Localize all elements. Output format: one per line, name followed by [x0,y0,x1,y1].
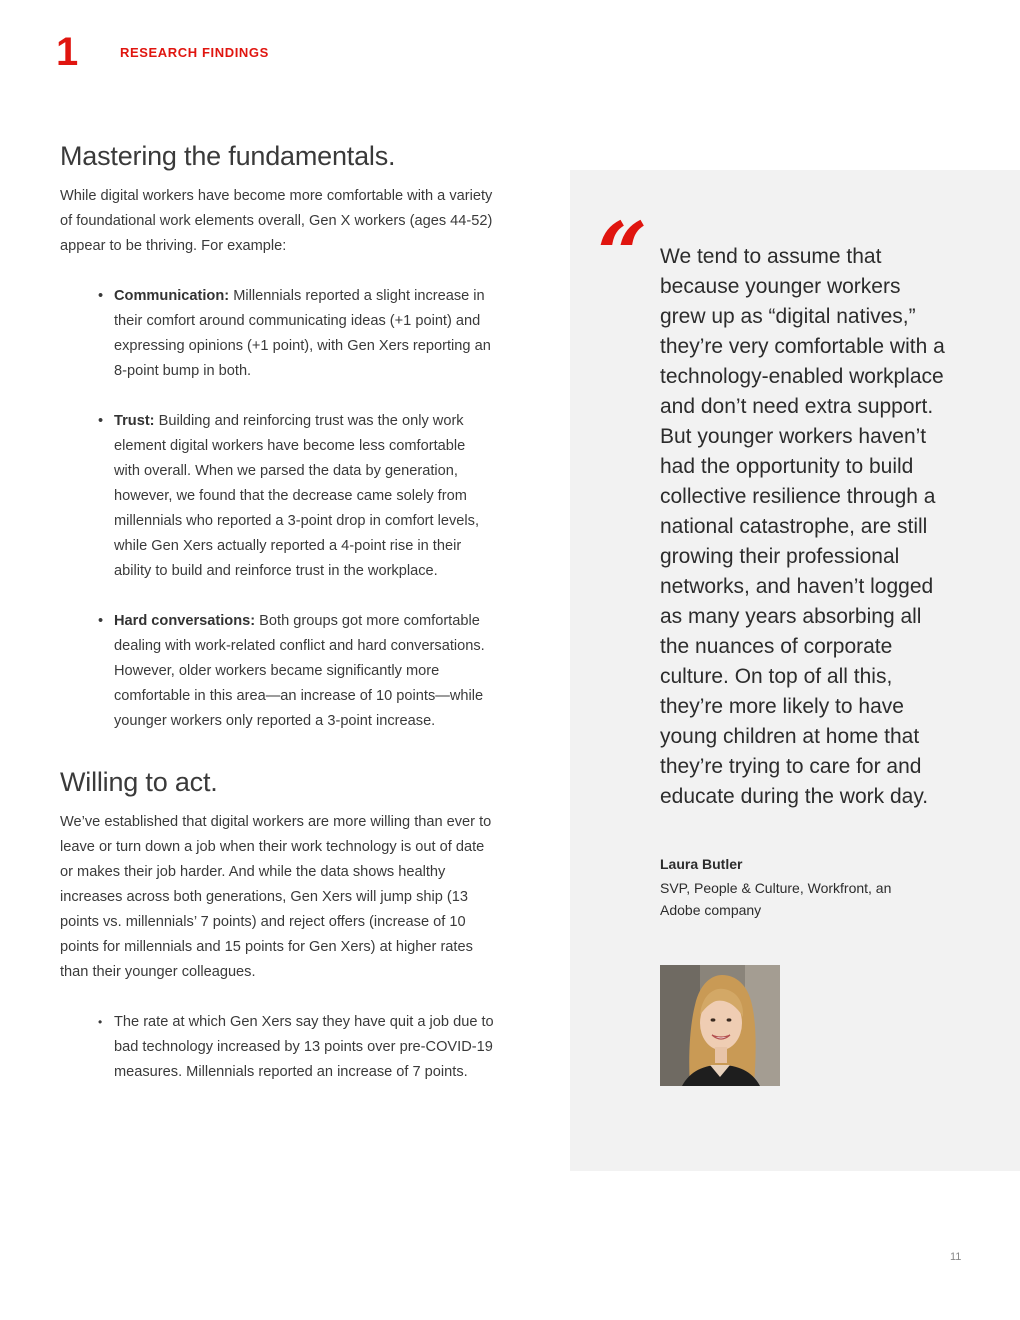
section-heading-willing: Willing to act. [60,767,218,797]
fundamentals-list [60,284,495,734]
list-item [60,284,495,384]
list-item [60,1010,495,1085]
bullet-dot-icon: • [98,613,104,629]
page-number: 11 [950,1251,962,1263]
bullet-text: Building and reinforcing trust was the only work element digital workers have become less comfortable with overall. When we parsed the data by generation, however, we found that the decrease came solely from millennials who reported a 3-point drop in comfort levels, while Gen Xers actually reported a 4-point rise in their ability to build and reinforce trust in the workplace. [114,413,480,579]
quote-panel [570,170,1020,1171]
bullet-dot-icon: • [98,1015,103,1029]
quote-author-name: Laura Butler [660,856,743,872]
bullet-text: The rate at which Gen Xers say they have quit a job due to bad technology increased by 13 points over pre-COVID-19 measures. Millennials reported an increase of 7 points. [114,1014,494,1080]
main-column [60,138,495,1085]
quote-mark-icon: “ [597,202,648,306]
bullet-dot-icon: • [98,413,104,429]
willing-intro: We’ve established that digital workers are more willing than ever to leave or turn down a job when their work technology is out of date or makes their job harder. And while the data shows healthy increases across both generations, Gen Xers will jump ship (13 points vs. millennials’ 7 points) and reject offers (increase of 10 points for millennials and 15 points for Gen Xers) at higher rates than their younger colleagues. [60,814,492,980]
bullet-term: Communication: [114,288,230,304]
fundamentals-intro: While digital workers have become more comfortable with a variety of foundational work elements overall, Gen X workers (ages 44-52) appear to be thriving. For example: [60,188,493,254]
section-label: RESEARCH FINDINGS [120,45,269,60]
bullet-text: Millennials reported a slight increase in their comfort around communicating ideas (+1 point) and expressing opinions (+1 point), with Gen Xers reporting an 8-point bump in both. [114,288,491,379]
list-item [60,409,495,584]
bullet-dot-icon: • [98,288,104,304]
quote-author-title: SVP, People & Culture, Workfront, an Adobe company [660,880,892,918]
bullet-term: Trust: [114,413,155,429]
list-item [60,609,495,734]
willing-list [60,1010,495,1085]
bullet-text: Both groups got more comfortable dealing with work-related conflict and hard conversations. However, older workers became significantly more comfortable in this area—an increase of 10 points—while younger workers only reported a 3-point increase. [114,613,485,729]
quote-text: We tend to assume that because younger workers grew up as “digital natives,” they’re very comfortable with a technology-enabled workplace and don’t need extra support. But younger workers haven’t had the opportunity to build collective resilience through a national catastrophe, are still growing their professional networks, and haven’t logged as many years absorbing all the nuances of corporate culture. On top of all this, they’re more likely to have young children at home that they’re trying to care for and educate during the work day. [660,245,945,808]
section-heading-fundamentals: Mastering the fundamentals. [60,141,396,171]
chapter-number: 1 [56,30,79,74]
bullet-term: Hard conversations: [114,613,256,629]
author-portrait [660,965,780,1086]
